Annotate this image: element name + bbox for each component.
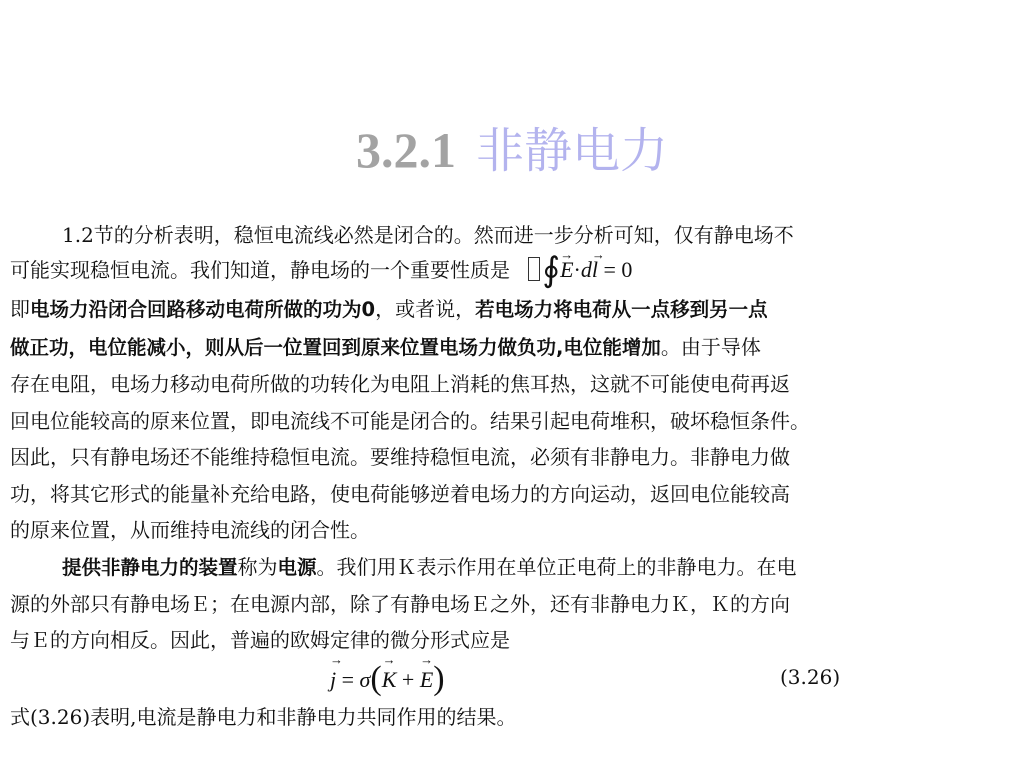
text-span: 。我们用Ｋ表示作用在单位正电荷上的非静电力。在电 [316,555,797,579]
text-line: 功，将其它形式的能量补充给电路，使电荷能够逆着电场力的方向运动，返回电位能较高 [10,482,790,506]
text-span: 即 [10,297,30,321]
sigma-symbol: σ [359,667,371,692]
text-line: 式(3.26)表明,电流是静电力和非静电力共同作用的结果。 [10,705,517,729]
text-line [10,252,1020,289]
vector-j: → j [330,667,336,693]
vector-e: → E [560,255,573,285]
slide-title [0,112,1024,181]
bold-text: 提供非静电力的装置 [62,556,238,579]
text-line: 因此，只有静电场还不能维持稳恒电流。要维持稳恒电流，必须有非静电力。非静电力做 [10,445,790,469]
text-span: 。由于导体 [660,335,761,359]
bold-text: 做正功，电位能减小，则从后一位置回到原来位置电场力做负功,电位能增加 [10,336,661,359]
equals-zero: = 0 [603,257,633,282]
equation-placeholder-box [528,257,540,281]
bold-text: 电源 [277,556,317,579]
vector-l: → l [592,255,598,285]
text-span: 可能实现稳恒电流。我们知道，静电场的一个重要性质是 [10,258,510,282]
closed-integral-symbol: ∮ [542,252,561,289]
text-line: 回电位能较高的原来位置，即电流线不可能是闭合的。结果引起电荷堆积，破坏稳恒条件。 [10,409,810,433]
text-span: ，或者说， [375,297,476,321]
text-line: 的原来位置，从而维持电流线的闭合性。 [10,518,370,542]
text-line: 1.2节的分析表明，稳恒电流线必然是闭合的。然而进一步分析可知，仅有静电场不 [62,223,794,247]
vector-k: → K [382,667,397,693]
differential-d: d [580,257,592,282]
circulation-equation [528,252,633,289]
text-span: 称为 [237,555,278,579]
equation-number: (3.26) [780,665,841,689]
bold-text: 电场力沿闭合回路移动电荷所做的功为0 [30,298,376,321]
section-number: 3.2.1 [355,122,456,178]
left-paren: ( [370,660,382,697]
text-line: 源的外部只有静电场Ｅ；在电源内部，除了有静电场Ｅ之外，还有非静电力Ｋ，Ｋ的方向 [10,592,790,616]
section-title: 非静电力 [475,123,668,179]
bold-text: 若电场力将电荷从一点移到另一点 [475,298,768,321]
equals-sign: = [341,667,355,692]
ohms-law-equation [330,658,445,696]
text-line [10,294,1020,324]
plus-sign: + [401,667,415,692]
text-line [10,552,1024,582]
dot-operator: · [573,257,581,282]
vector-e: → E [420,667,433,693]
text-line: 存在电阻，电场力移动电荷所做的功转化为电阻上消耗的焦耳热，这就不可能使电荷再返 [10,372,790,396]
text-line [10,332,1020,362]
right-paren: ) [433,660,445,697]
text-line: 与Ｅ的方向相反。因此，普遍的欧姆定律的微分形式应是 [10,628,510,652]
